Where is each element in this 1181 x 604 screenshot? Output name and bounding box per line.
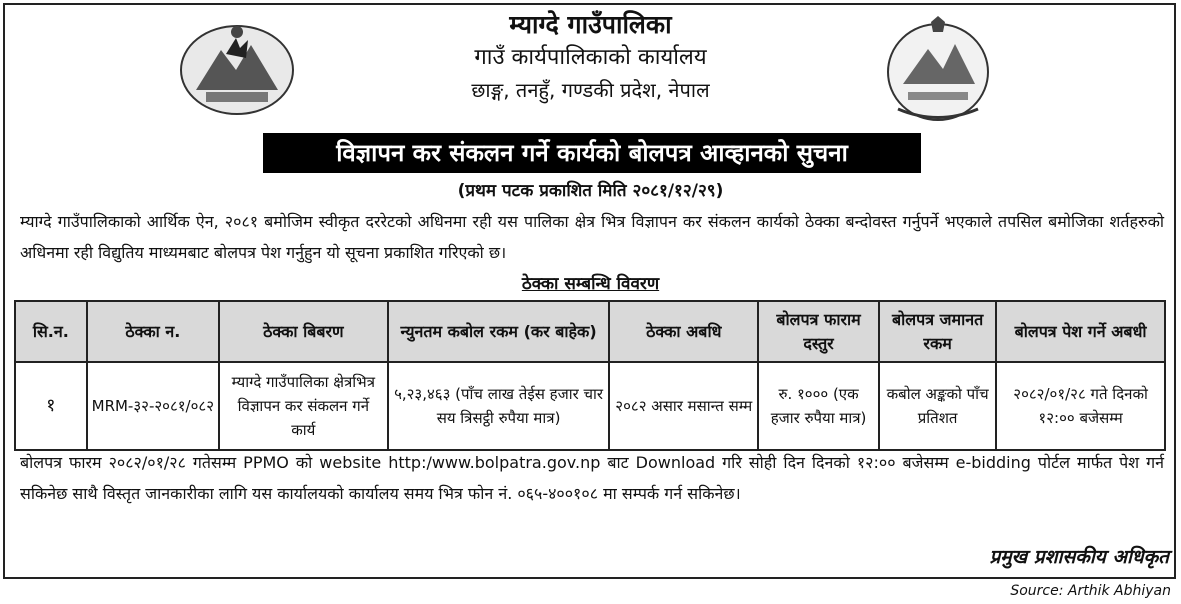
table-cell: म्याग्दे गाउँपालिका क्षेत्रभित्र विज्ञापन कर संकलन गर्ने कार्य — [219, 362, 388, 450]
table-cell: १ — [15, 362, 87, 450]
section-title: ठेक्का सम्बन्धि विवरण — [521, 274, 660, 294]
column-header: ठेक्का बिबरण — [219, 301, 388, 362]
column-header: बोलपत्र पेश गर्ने अबधी — [996, 301, 1165, 362]
table-cell: ५,२३,४६३ (पाँच लाख तेईस हजार चार सय त्रिसट्ठी रुपैया मात्र) — [388, 362, 610, 450]
table-cell: MRM-३२-२०८१/०८२ — [87, 362, 219, 450]
column-header: ठेक्का न. — [87, 301, 219, 362]
org-name: म्याग्दे गाउँपालिका — [509, 10, 672, 39]
table-cell: रु. १००० (एक हजार रुपैया मात्र) — [758, 362, 879, 450]
office-name: गाउँ कार्यपालिकाको कार्यालय — [474, 45, 707, 70]
table-cell: २०८२ असार मसान्त सम्म — [609, 362, 758, 450]
column-header: न्युनतम कबोल रकम (कर बाहेक) — [388, 301, 610, 362]
source-credit: Source: Arthik Abhiyan — [1010, 583, 1171, 599]
table-cell: २०८२/०१/२८ गते दिनको १२:०० बजेसम्म — [996, 362, 1165, 450]
table-cell: कबोल अङ्कको पाँच प्रतिशत — [879, 362, 996, 450]
contract-table — [14, 300, 1166, 451]
office-address: छाङ्ग, तनहुँ, गण्डकी प्रदेश, नेपाल — [471, 78, 710, 102]
column-header: सि.न. — [15, 301, 87, 362]
intro-paragraph: म्याग्दे गाउँपालिकाको आर्थिक ऐन, २०८१ बमोजिम स्वीकृत दररेटको अधिनमा रही यस पालिका क्षेत्र भित्र विज्ञापन कर संकलन कार्यको ठेक्का बन्दोवस्त गर्नुपर्ने भएकाले तपसिल बमोजिका शर्तहरुको अधिनमा रही विद्युतिय माध्यमबाट बोलपत्र पेश गर्नुहुन यो सूचना प्रकाशित गरिएको छ। — [20, 212, 1164, 262]
column-header: बोलपत्र फाराम दस्तुर — [758, 301, 879, 362]
table-header-row — [15, 301, 1165, 362]
published-date: (प्रथम पटक प्रकाशित मिति २०८१/१२/२९) — [457, 181, 724, 201]
column-header: ठेक्का अबधि — [609, 301, 758, 362]
notice-title: विज्ञापन कर संकलन गर्ने कार्यको बोलपत्र आव्हानको सुचना — [263, 133, 921, 173]
column-header: बोलपत्र जमानत रकम — [879, 301, 996, 362]
footer-paragraph: बोलपत्र फारम २०८२/०१/२८ गतेसम्म PPMO को website http:/www.bolpatra.gov.np बाट Download गरि सोही दिन दिनको १२:०० बजेसम्म e-bidding पोर्टल मार्फत पेश गर्न सकिनेछ साथै विस्तृत जानकारीका लागि यस कार्यालयको कार्यालय समय भित्र फोन नं. ०६५-४००१०८ मा सम्पर्क गर्न सकिनेछ। — [20, 453, 1164, 503]
table-row — [15, 362, 1165, 450]
signature-title: प्रमुख प्रशासकीय अधिकृत — [989, 546, 1169, 568]
